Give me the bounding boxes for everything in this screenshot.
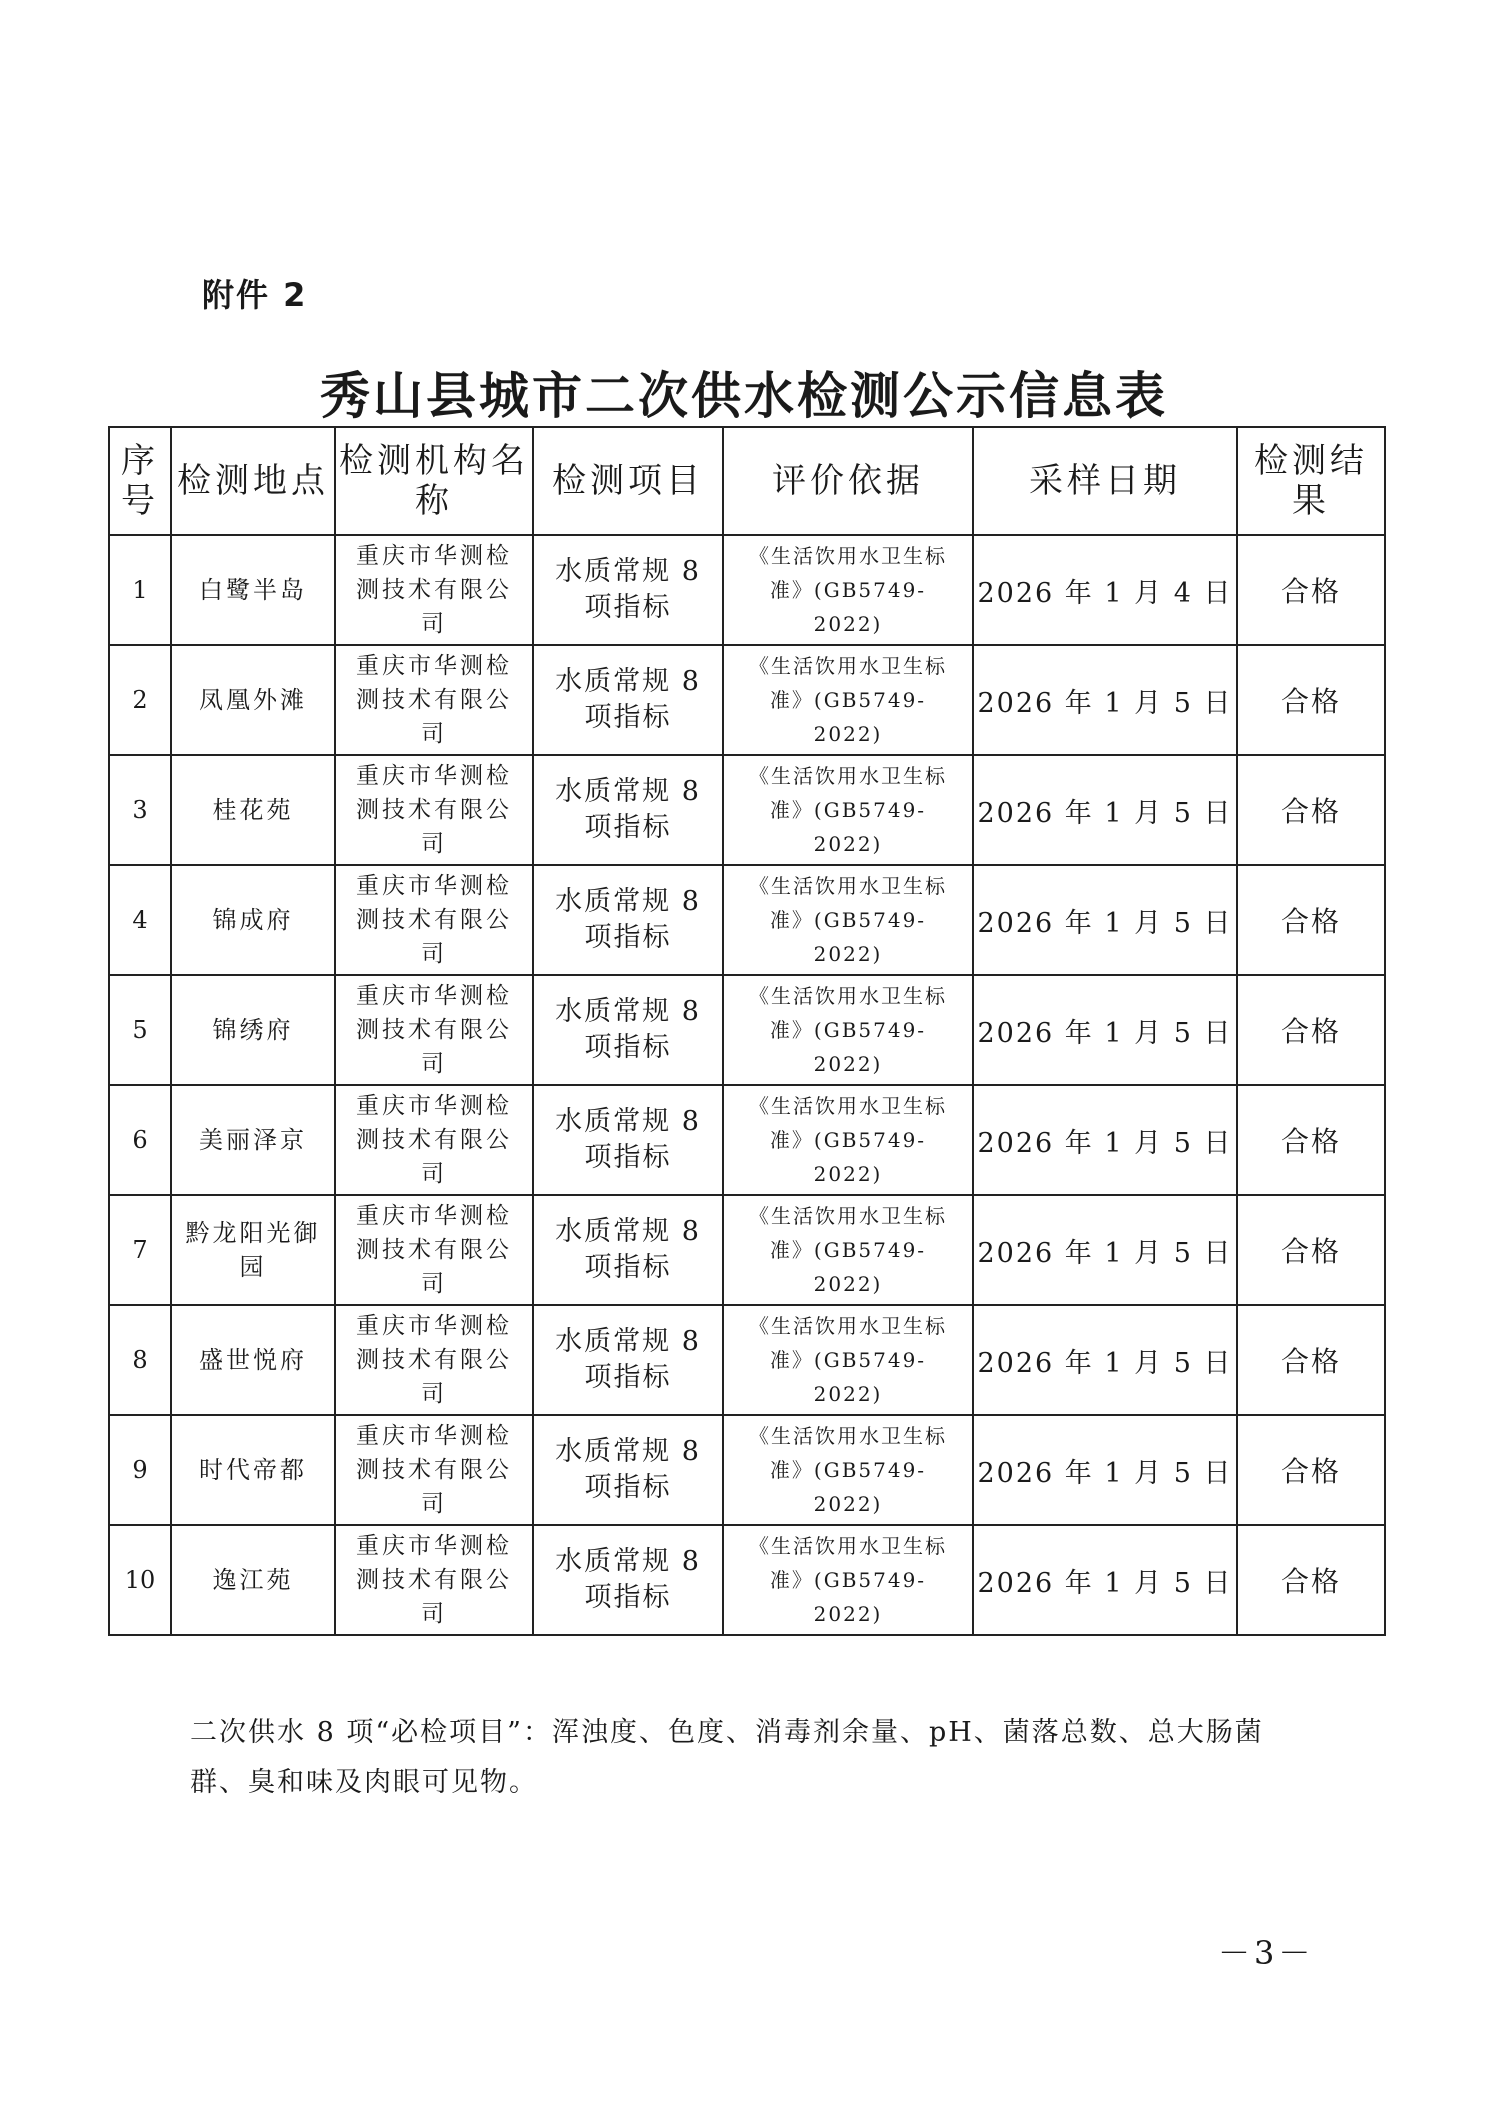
row-seq: 1	[109, 535, 171, 645]
row-location: 凤凰外滩	[171, 645, 335, 755]
row-location: 黔龙阳光御园	[171, 1195, 335, 1305]
header-test-item: 检测项目	[533, 427, 723, 535]
row-result: 合格	[1237, 1085, 1385, 1195]
row-test-item: 水质常规 8 项指标	[533, 1085, 723, 1195]
page-number: －3－	[1218, 1934, 1315, 1972]
row-test-item: 水质常规 8 项指标	[533, 535, 723, 645]
footnote: 二次供水 8 项“必检项目”：浑浊度、色度、消毒剂余量、pH、菌落总数、总大肠菌群、臭和味及肉眼可见物。	[190, 1717, 1264, 1798]
row-result: 合格	[1237, 1415, 1385, 1525]
row-seq: 7	[109, 1195, 171, 1305]
row-standard: 《生活饮用水卫生标准》(GB5749-2022)	[723, 975, 973, 1085]
row-sample-date: 2026 年 1 月 5 日	[973, 865, 1237, 975]
row-sample-date: 2026 年 1 月 5 日	[973, 1305, 1237, 1415]
row-test-item: 水质常规 8 项指标	[533, 645, 723, 755]
row-location: 逸江苑	[171, 1525, 335, 1635]
row-seq: 8	[109, 1305, 171, 1415]
row-standard: 《生活饮用水卫生标准》(GB5749-2022)	[723, 1415, 973, 1525]
row-organization: 重庆市华测检测技术有限公司	[335, 1085, 533, 1195]
row-organization: 重庆市华测检测技术有限公司	[335, 975, 533, 1085]
row-organization: 重庆市华测检测技术有限公司	[335, 535, 533, 645]
row-organization: 重庆市华测检测技术有限公司	[335, 1415, 533, 1525]
table-row	[109, 755, 1385, 865]
row-result: 合格	[1237, 865, 1385, 975]
row-seq: 3	[109, 755, 171, 865]
table-row	[109, 1195, 1385, 1305]
row-standard: 《生活饮用水卫生标准》(GB5749-2022)	[723, 1305, 973, 1415]
row-sample-date: 2026 年 1 月 4 日	[973, 535, 1237, 645]
row-seq: 5	[109, 975, 171, 1085]
page-title: 秀山县城市二次供水检测公示信息表	[320, 366, 1168, 425]
row-standard: 《生活饮用水卫生标准》(GB5749-2022)	[723, 865, 973, 975]
table-header-row	[109, 427, 1385, 535]
row-seq: 10	[109, 1525, 171, 1635]
row-organization: 重庆市华测检测技术有限公司	[335, 1525, 533, 1635]
row-result: 合格	[1237, 975, 1385, 1085]
row-seq: 6	[109, 1085, 171, 1195]
table-row	[109, 1085, 1385, 1195]
row-location: 美丽泽京	[171, 1085, 335, 1195]
table-row	[109, 1305, 1385, 1415]
table-row	[109, 975, 1385, 1085]
header-seq: 序号	[109, 427, 171, 535]
header-location: 检测地点	[171, 427, 335, 535]
table-row	[109, 1415, 1385, 1525]
row-location: 白鹭半岛	[171, 535, 335, 645]
header-organization: 检测机构名称	[335, 427, 533, 535]
table-row	[109, 645, 1385, 755]
row-location: 盛世悦府	[171, 1305, 335, 1415]
row-standard: 《生活饮用水卫生标准》(GB5749-2022)	[723, 1195, 973, 1305]
row-location: 锦成府	[171, 865, 335, 975]
row-sample-date: 2026 年 1 月 5 日	[973, 975, 1237, 1085]
row-organization: 重庆市华测检测技术有限公司	[335, 645, 533, 755]
row-result: 合格	[1237, 1195, 1385, 1305]
row-seq: 2	[109, 645, 171, 755]
row-sample-date: 2026 年 1 月 5 日	[973, 755, 1237, 865]
row-standard: 《生活饮用水卫生标准》(GB5749-2022)	[723, 755, 973, 865]
row-result: 合格	[1237, 645, 1385, 755]
row-organization: 重庆市华测检测技术有限公司	[335, 865, 533, 975]
row-test-item: 水质常规 8 项指标	[533, 975, 723, 1085]
row-organization: 重庆市华测检测技术有限公司	[335, 1195, 533, 1305]
row-test-item: 水质常规 8 项指标	[533, 1195, 723, 1305]
table-row	[109, 535, 1385, 645]
row-result: 合格	[1237, 1305, 1385, 1415]
row-test-item: 水质常规 8 项指标	[533, 1305, 723, 1415]
row-organization: 重庆市华测检测技术有限公司	[335, 1305, 533, 1415]
table-row	[109, 865, 1385, 975]
row-sample-date: 2026 年 1 月 5 日	[973, 1195, 1237, 1305]
row-standard: 《生活饮用水卫生标准》(GB5749-2022)	[723, 1525, 973, 1635]
row-sample-date: 2026 年 1 月 5 日	[973, 1525, 1237, 1635]
row-test-item: 水质常规 8 项指标	[533, 1415, 723, 1525]
row-sample-date: 2026 年 1 月 5 日	[973, 645, 1237, 755]
table-row	[109, 1525, 1385, 1635]
row-result: 合格	[1237, 1525, 1385, 1635]
row-test-item: 水质常规 8 项指标	[533, 755, 723, 865]
row-result: 合格	[1237, 755, 1385, 865]
row-standard: 《生活饮用水卫生标准》(GB5749-2022)	[723, 645, 973, 755]
inspection-table	[108, 426, 1386, 1636]
header-standard: 评价依据	[723, 427, 973, 535]
row-test-item: 水质常规 8 项指标	[533, 865, 723, 975]
row-sample-date: 2026 年 1 月 5 日	[973, 1085, 1237, 1195]
row-seq: 4	[109, 865, 171, 975]
row-seq: 9	[109, 1415, 171, 1525]
row-standard: 《生活饮用水卫生标准》(GB5749-2022)	[723, 1085, 973, 1195]
row-test-item: 水质常规 8 项指标	[533, 1525, 723, 1635]
row-location: 时代帝都	[171, 1415, 335, 1525]
attachment-label: 附件 2	[202, 276, 308, 314]
row-standard: 《生活饮用水卫生标准》(GB5749-2022)	[723, 535, 973, 645]
row-sample-date: 2026 年 1 月 5 日	[973, 1415, 1237, 1525]
row-location: 桂花苑	[171, 755, 335, 865]
row-organization: 重庆市华测检测技术有限公司	[335, 755, 533, 865]
row-location: 锦绣府	[171, 975, 335, 1085]
header-result: 检测结果	[1237, 427, 1385, 535]
header-sample-date: 采样日期	[973, 427, 1237, 535]
row-result: 合格	[1237, 535, 1385, 645]
